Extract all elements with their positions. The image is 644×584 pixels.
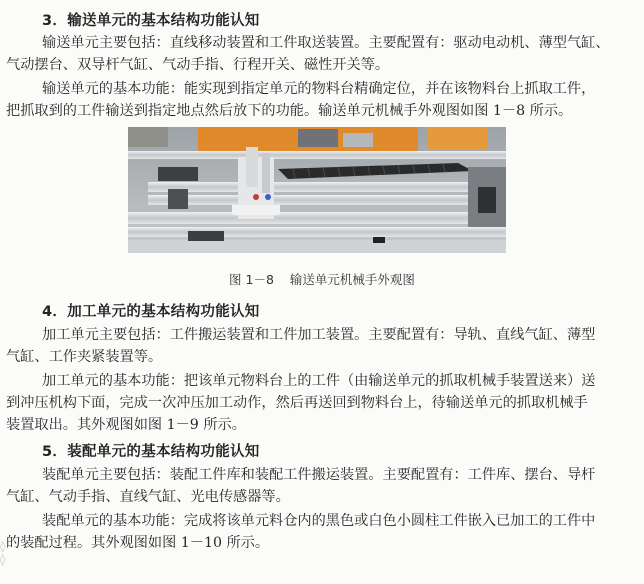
section-3-para-1-line-1: 输送单元主要包括：直线移动装置和工件取送装置。主要配置有：驱动电动机、薄型气缸、 — [42, 35, 610, 51]
section-3-para-2-line-2: 把抓取到的工件输送到指定地点然后放下的功能。输送单元机械手外观图如图 1－8 所示。 — [6, 103, 573, 119]
figure-number: 图 1－8 — [229, 272, 274, 287]
section-4-heading: 4．加工单元的基本结构功能认知 — [42, 304, 260, 320]
section-5-heading: 5．装配单元的基本结构功能认知 — [42, 444, 260, 460]
section-3-para-2-line-1: 输送单元的基本功能：能实现到指定单元的物料台精确定位，并在该物料台上抓取工件， — [42, 81, 596, 97]
page-edge-mark: ◊ ◊ — [0, 540, 6, 566]
section-4-para-2-line-1: 加工单元的基本功能：把该单元物料台上的工件（由输送单元的抓取机械手装置送来）送 — [42, 373, 596, 389]
section-4-para-1-line-1: 加工单元主要包括：工件搬运装置和工件加工装置。主要配置有：导轨、直线气缸、薄型 — [42, 327, 596, 343]
section-3-heading: 3．输送单元的基本结构功能认知 — [42, 13, 260, 29]
section-5-para-2-line-1: 装配单元的基本功能：完成将该单元料仓内的黑色或白色小圆柱工件嵌入已加工的工件中 — [42, 513, 596, 529]
section-4-para-2-line-2: 到冲压机构下面，完成一次冲压加工动作，然后再送回到物料台上，待输送单元的抓取机械手 — [6, 395, 588, 411]
section-5-para-1-line-2: 气缸、气动手指、直线气缸、光电传感器等。 — [6, 489, 290, 505]
figure-title: 输送单元机械手外观图 — [289, 272, 415, 287]
section-3-para-1-line-2: 气动摆台、双导杆气缸、气动手指、行程开关、磁性开关等。 — [6, 57, 390, 73]
section-4-para-2-line-3: 装置取出。其外观图如图 1－9 所示。 — [6, 417, 246, 433]
conveying-unit-manipulator-photo — [128, 127, 506, 253]
section-4-para-1-line-2: 气缸、工作夹紧装置等。 — [6, 349, 163, 365]
section-5-para-1-line-1: 装配单元主要包括：装配工件库和装配工件搬运装置。主要配置有：工件库、摆台、导杆 — [42, 467, 596, 483]
figure-caption — [0, 270, 644, 288]
section-5-para-2-line-2: 的装配过程。其外观图如图 1－10 所示。 — [6, 535, 270, 551]
